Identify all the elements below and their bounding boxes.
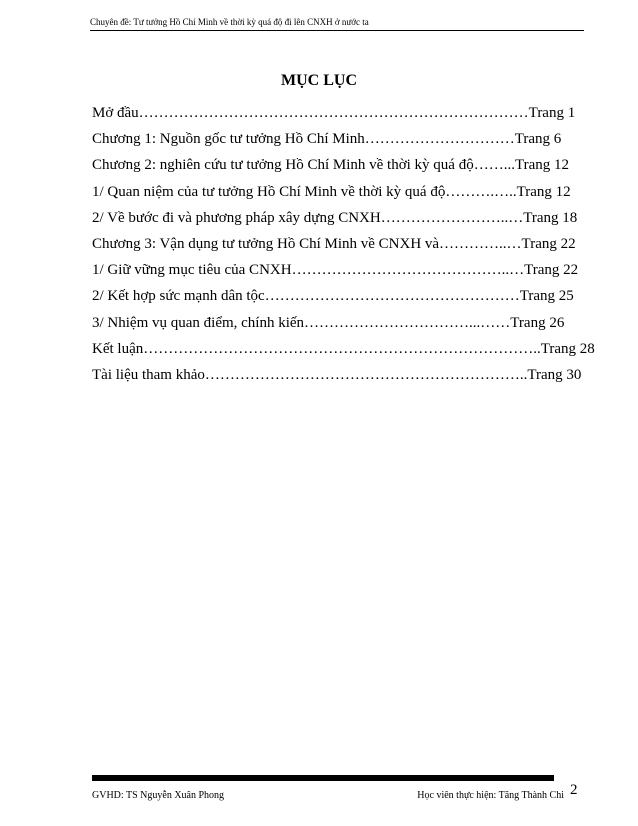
toc-entry: 2/ Kết hợp sức mạnh dân tộc……………………………………………Trang 25 — [92, 288, 574, 305]
footer-rule — [92, 775, 554, 781]
toc-entry: Kết luận……………………………………………………………………..Trang 28 — [92, 340, 595, 357]
page-header — [90, 14, 584, 31]
toc-entry: 2/ Về bước đi và phương pháp xây dựng CNXH……………………..…Trang 18 — [92, 209, 578, 226]
page-number: 2 — [570, 782, 578, 798]
toc-entry: Chương 3: Vận dụng tư tưởng Hồ Chí Minh về CNXH và…………..…Trang 22 — [92, 235, 576, 252]
toc-entry: 3/ Nhiệm vụ quan điểm, chính kiến……………………………...……Trang 26 — [92, 314, 565, 331]
toc-entry: Mở đầu……………………………………………………………………Trang 1 — [92, 105, 576, 121]
toc-entry: 1/ Quan niệm của tư tưởng Hồ Chí Minh về thời kỳ quá độ……….…..Trang 12 — [92, 183, 571, 200]
table-of-contents — [92, 100, 595, 388]
footer-author: Học viên thực hiện: Tăng Thành Chi — [417, 790, 564, 801]
footer-supervisor: GVHD: TS Nguyễn Xuân Phong — [92, 790, 225, 801]
page-title: MỤC LỤC — [281, 72, 357, 89]
header-text: Chuyên đề: Tư tưởng Hồ Chí Minh về thời kỳ quá độ đi lên CNXH ở nước ta — [90, 17, 369, 27]
toc-entry: Chương 2: nghiên cứu tư tưởng Hồ Chí Minh về thời kỳ quá độ……...Trang 12 — [92, 157, 570, 174]
toc-entry: Chương 1: Nguồn gốc tư tưởng Hồ Chí Minh…………………………Trang 6 — [92, 131, 562, 148]
toc-entry: 1/ Giữ vững mục tiêu của CNXH……………………………………..…Trang 22 — [92, 262, 579, 279]
toc-entry: Tài liệu tham khảo………………………………………………………..Trang 30 — [92, 366, 582, 383]
